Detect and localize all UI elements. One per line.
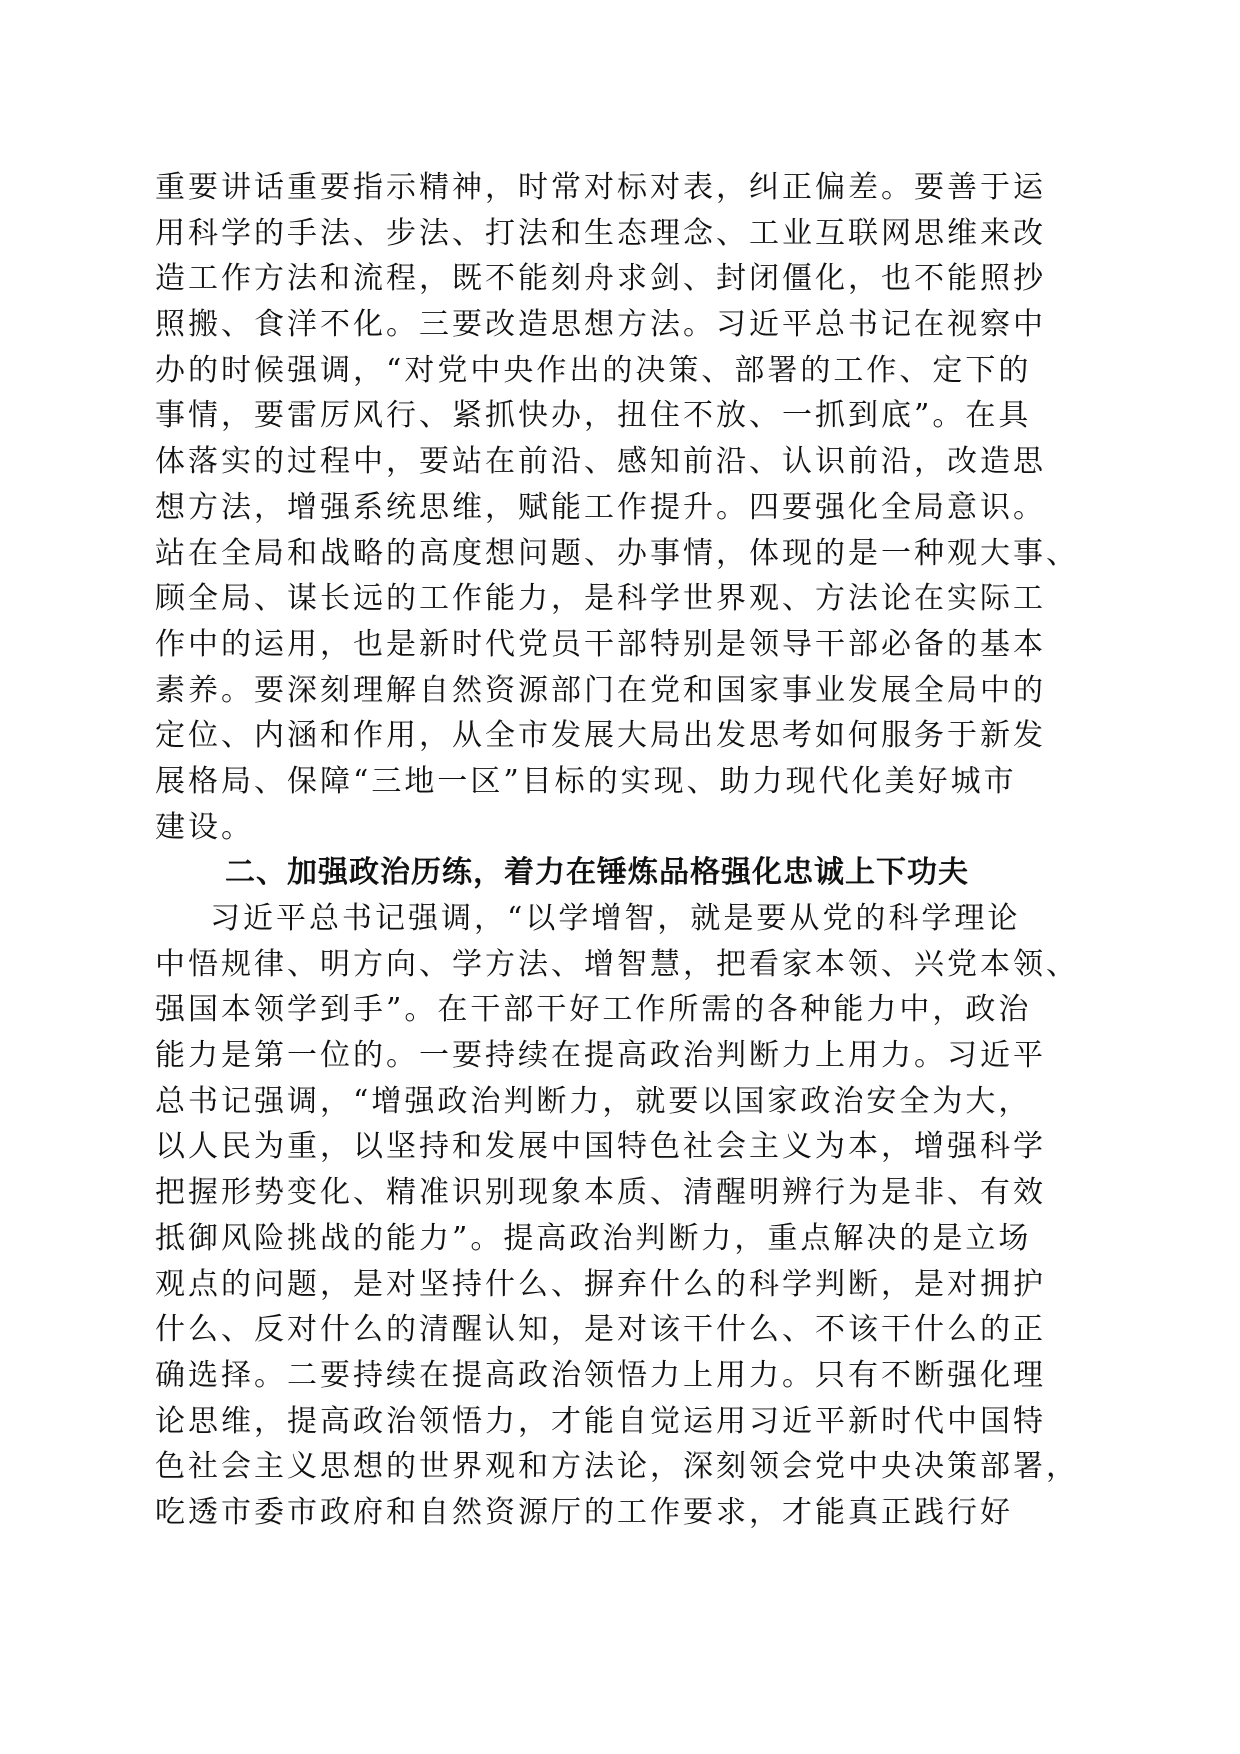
text-line: 确选择。二要持续在提高政治领悟力上用力。只有不断强化理 xyxy=(155,1357,1046,1393)
text-line: 建设。 xyxy=(155,809,254,845)
text-line: 想方法，增强系统思维，赋能工作提升。四要强化全局意识。 xyxy=(155,489,1046,525)
text-line: 作中的运用，也是新时代党员干部特别是领导干部必备的基本 xyxy=(155,626,1046,662)
text-line: 办的时候强调，“对党中央作出的决策、部署的工作、定下的 xyxy=(155,352,1032,388)
text-line: 观点的问题，是对坚持什么、摒弃什么的科学判断，是对拥护 xyxy=(155,1266,1046,1302)
text-line: 把握形势变化、精准识别现象本质、清醒明辨行为是非、有效 xyxy=(155,1175,1046,1211)
text-line: 中悟规律、明方向、学方法、增智慧，把看家本领、兴党本领、 xyxy=(155,946,1079,982)
text-line: 习近平总书记强调，“以学增智，就是要从党的科学理论 xyxy=(210,901,1021,936)
text-line: 顾全局、谋长远的工作能力，是科学世界观、方法论在实际工 xyxy=(155,581,1046,617)
text-line: 以人民为重，以坚持和发展中国特色社会主义为本，增强科学 xyxy=(155,1129,1046,1165)
text-line: 体落实的过程中，要站在前沿、感知前沿、认识前沿，改造思 xyxy=(155,444,1046,480)
text-line: 站在全局和战略的高度想问题、办事情，体现的是一种观大事、 xyxy=(155,535,1079,571)
text-line: 抵御风险挑战的能力”。提高政治判断力，重点解决的是立场 xyxy=(155,1220,1032,1256)
text-line: 论思维，提高政治领悟力，才能自觉运用习近平新时代中国特 xyxy=(155,1403,1046,1439)
text-line: 强国本领学到手”。在干部干好工作所需的各种能力中，政治 xyxy=(155,992,1032,1028)
text-line: 重要讲话重要指示精神，时常对标对表，纠正偏差。要善于运 xyxy=(155,170,1046,205)
text-line: 能力是第一位的。一要持续在提高政治判断力上用力。习近平 xyxy=(155,1038,1046,1074)
text-line: 总书记强调，“增强政治判断力，就要以国家政治安全为大， xyxy=(155,1083,1032,1119)
text-line: 造工作方法和流程，既不能刻舟求剑、封闭僵化，也不能照抄 xyxy=(155,261,1046,297)
section-heading: 二、加强政治历练，着力在锤炼品格强化忠诚上下功夫 xyxy=(225,855,969,891)
text-line: 什么、反对什么的清醒认知，是对该干什么、不该干什么的正 xyxy=(155,1312,1046,1348)
text-line: 事情，要雷厉风行、紧抓快办，扭住不放、一抓到底”。在具 xyxy=(155,398,1032,434)
text-line: 照搬、食洋不化。三要改造思想方法。习近平总书记在视察中 xyxy=(155,307,1046,343)
text-line: 素养。要深刻理解自然资源部门在党和国家事业发展全局中的 xyxy=(155,672,1046,708)
body-text xyxy=(155,165,1085,1536)
text-line: 色社会主义思想的世界观和方法论，深刻领会党中央决策部署， xyxy=(155,1449,1079,1485)
text-line: 用科学的手法、步法、打法和生态理念、工业互联网思维来改 xyxy=(155,215,1046,251)
text-line: 定位、内涵和作用，从全市发展大局出发思考如何服务于新发 xyxy=(155,718,1046,754)
text-line: 展格局、保障“三地一区”目标的实现、助力现代化美好城市 xyxy=(155,763,1017,799)
text-line: 吃透市委市政府和自然资源厅的工作要求，才能真正践行好 xyxy=(155,1494,1013,1530)
